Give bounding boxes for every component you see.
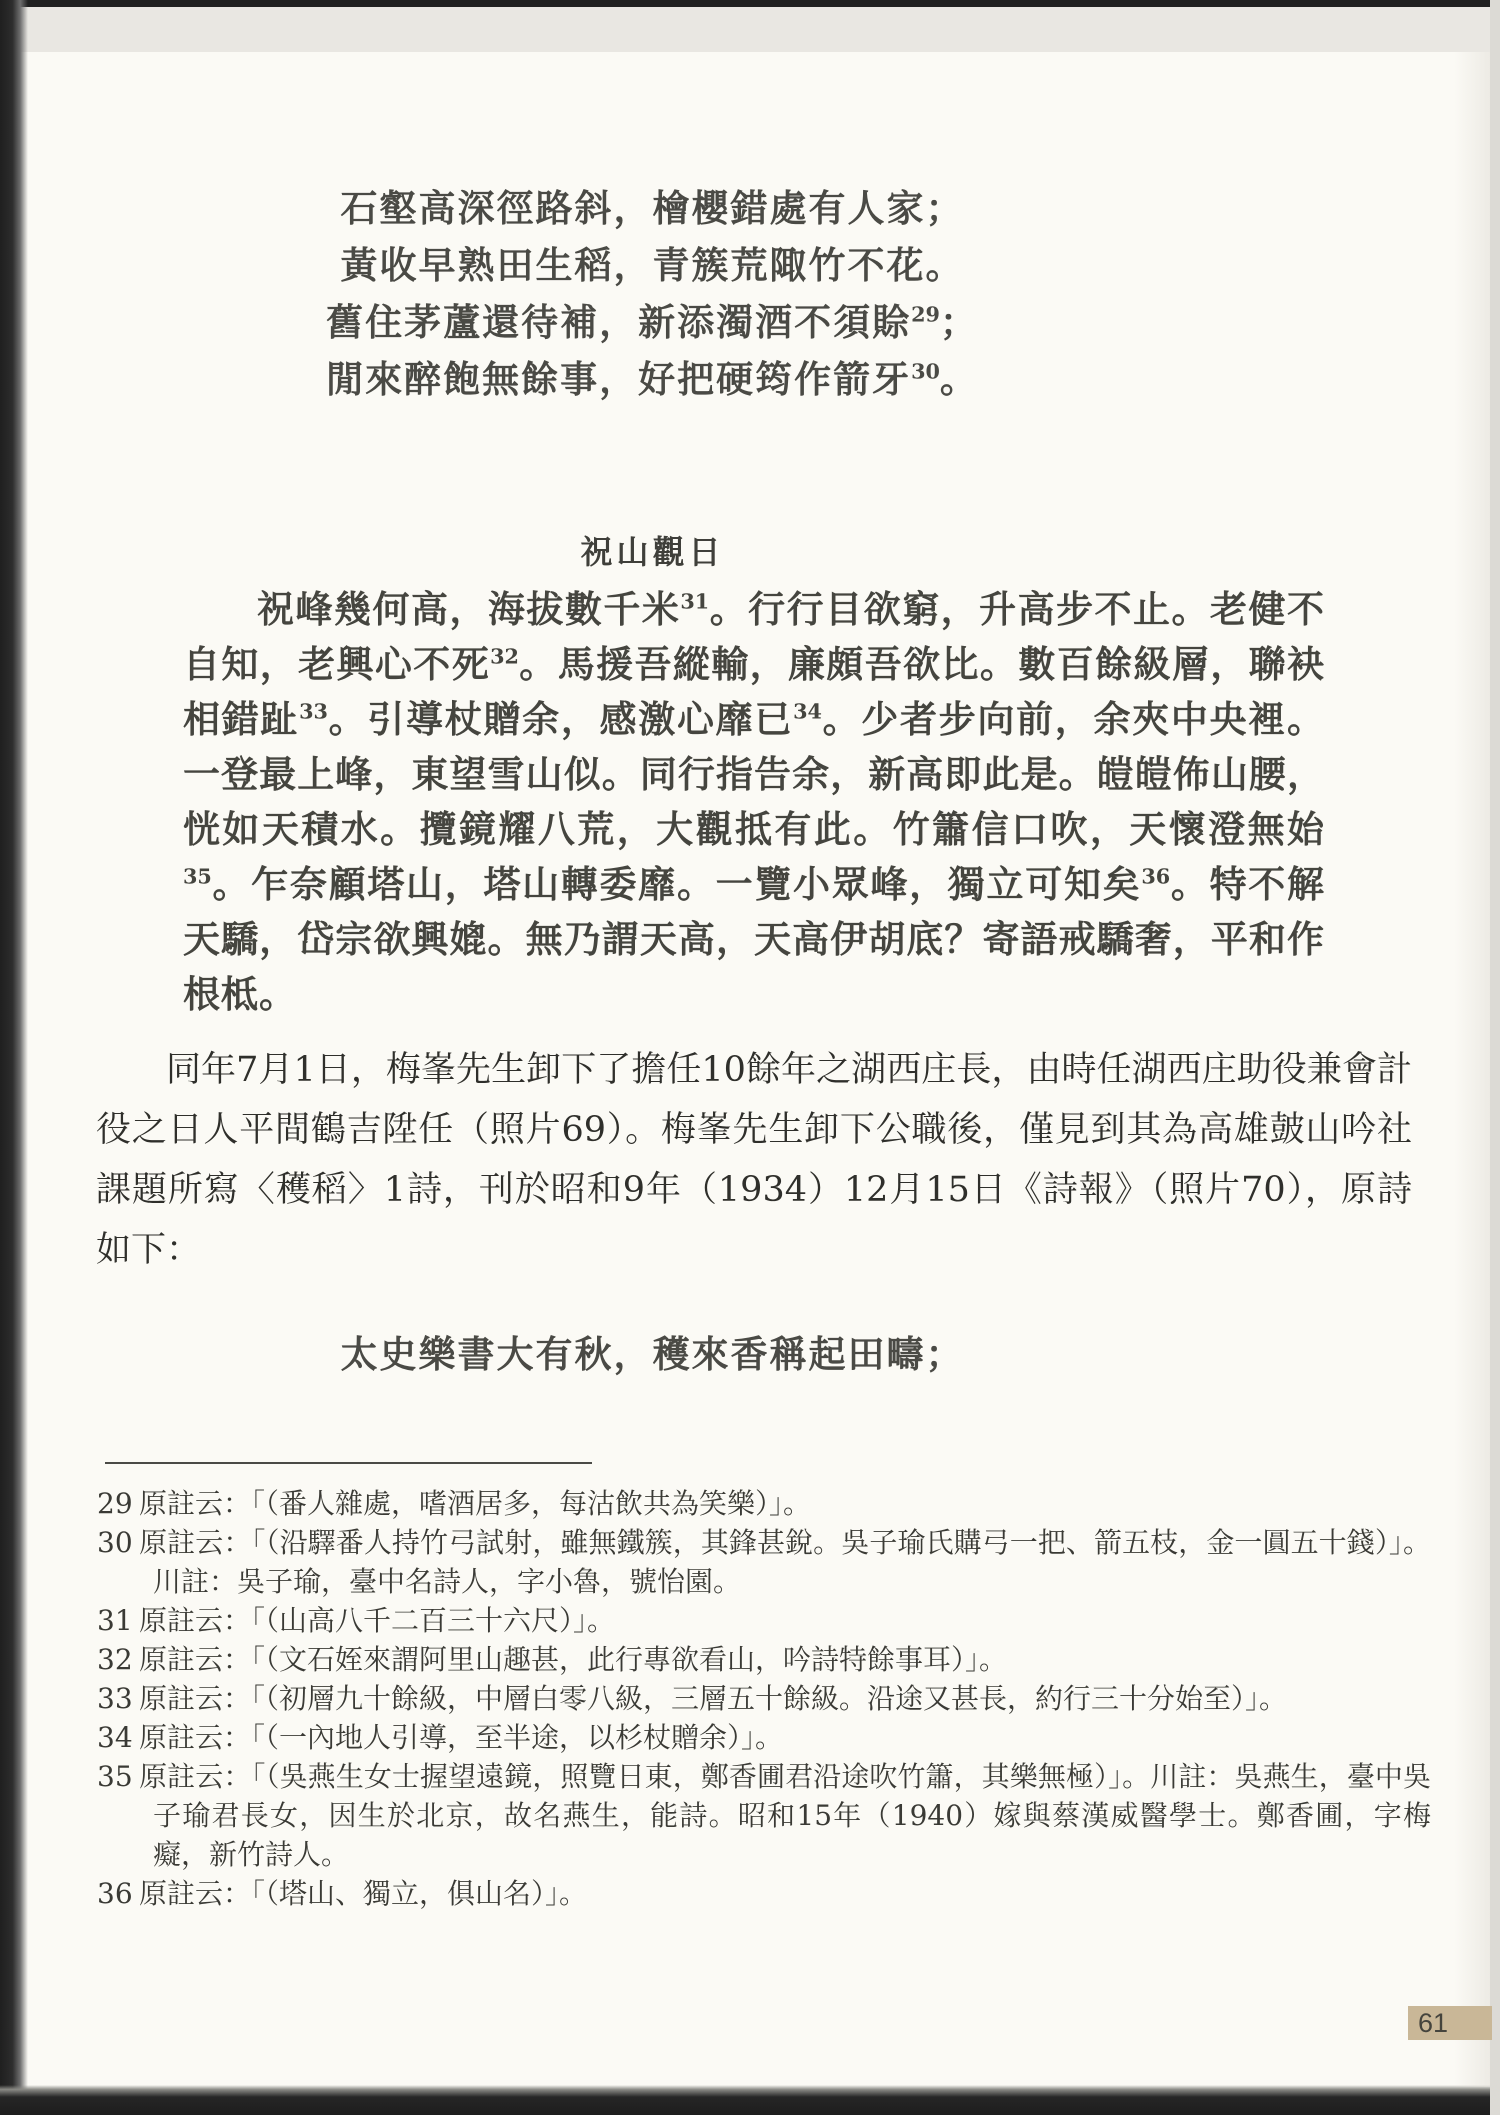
footnote-reference: 34 xyxy=(793,699,822,724)
footnote-reference: 36 xyxy=(1141,864,1171,889)
poem-line: 黃收早熟田生稻，青簇荒陬竹不花。 xyxy=(340,243,965,287)
body-paragraph: 同年7月1日，梅峯先生卸下了擔任10餘年之湖西庄長，由時任湖西庄助役兼會計役之日人平間鶴吉陞任（照片69）。梅峯先生卸下公職後，僅見到其為高雄皷山吟社課題所寫〈穫稻〉1詩，刊於昭和9年（1934）12月15日《詩報》（照片70），原詩如下： xyxy=(96,1050,1412,1270)
footnote-text: 原註云：「（一內地人引導，至半途，以杉杖贈余）」。 xyxy=(139,1721,784,1754)
footnote-item xyxy=(97,1757,1431,1874)
footnote-text: 原註云：「（番人雜處，嗜酒居多，每沽飲共為笑樂）」。 xyxy=(139,1487,812,1520)
footnote-number: 29 xyxy=(97,1487,133,1520)
poem-line: 舊住茅蘆還待補，新添濁酒不須賒$^{29}$； xyxy=(326,300,979,344)
footnote-number: 34 xyxy=(97,1721,133,1754)
footnote-number: 32 xyxy=(97,1643,133,1676)
footnote-item xyxy=(97,1601,1431,1640)
footnotes-list xyxy=(97,1484,1431,1913)
footnote-number: 31 xyxy=(97,1604,133,1637)
scan-edge-top-band xyxy=(0,7,1500,52)
footnote-item xyxy=(97,1523,1431,1601)
scan-edge-bottom xyxy=(0,2085,1500,2115)
poem-line: 閒來醉飽無餘事，好把硬筠作箭牙$^{30}$。 xyxy=(326,357,979,401)
poem-passage: 祝峰幾何高，海拔數千米$^{31}$。行行目欲窮，升高步不止。老健不自知，老興心不死$^{32}$。馬援吾縱輸，廉頗吾欲比。數百餘級層，聯袂相錯趾$^{33}$。引導杖贈余，感激心靡已$^{34}$。少者步向前，余夾中央裡。一登最上峰，東望雪山似。同行指告余，新高即此是。皚皚佈山腰，恍如天積水。攬鏡耀八荒，大觀抵有此。竹簫信口吹，天懷澄無始$^{35}$。乍奈顧塔山，塔山轉委靡。一覽小眾峰，獨立可知矣$^{36}$。特不解天驕，岱宗欲興媲。無乃謂天高，天高伊胡底？寄語戒驕奢，平和作根柢。 xyxy=(183,587,1326,1016)
footnote-text: 原註云：「（沿驛番人持竹弓試射，雖無鐵簇，其鋒甚銳。吳子瑜氏購弓一把、箭五枝，金一圓五十錢）」。川註：吳子瑜，臺中名詩人，字小魯，號怡園。 xyxy=(139,1526,1431,1598)
footnote-reference: 35 xyxy=(183,864,212,889)
footnote-item xyxy=(97,1718,1431,1757)
poem-first xyxy=(180,180,1125,408)
footnote-number: 36 xyxy=(97,1877,133,1910)
page-edge-shadow xyxy=(1454,52,1490,2087)
footnote-reference: 29 xyxy=(911,302,940,327)
footnote-item xyxy=(97,1484,1431,1523)
footnote-text: 原註云：「（山高八千二百三十六尺）」。 xyxy=(139,1604,616,1637)
scan-edge-right xyxy=(1490,0,1500,2115)
poem-line: 石壑高深徑路斜，檜櫻錯處有人家； xyxy=(340,186,965,230)
footnote-number: 35 xyxy=(97,1760,133,1793)
footnote-reference: 30 xyxy=(911,359,940,384)
footnote-number: 33 xyxy=(97,1682,133,1715)
section-title: 祝山觀日 xyxy=(580,533,725,571)
footnote-text: 原註云：「（初層九十餘級，中層白零八級，三層五十餘級。沿途又甚長，約行三十分始至）」。 xyxy=(139,1682,1288,1715)
footnote-reference: 32 xyxy=(490,644,519,669)
footnote-text: 原註云：「（文石姪來謂阿里山趣甚，此行專欲看山，吟詩特餘事耳）」。 xyxy=(139,1643,1008,1676)
poem-line: 太史樂書大有秋，穫來香稱起田疇； xyxy=(340,1332,965,1376)
footnote-separator xyxy=(105,1462,592,1464)
footnote-item xyxy=(97,1640,1431,1679)
poem-second xyxy=(180,1326,1125,1383)
page-number-badge: 61 xyxy=(1408,2006,1492,2040)
footnote-text: 原註云：「（塔山、獨立，俱山名）」。 xyxy=(139,1877,588,1910)
scan-edge-top-line xyxy=(0,0,1500,7)
footnote-reference: 33 xyxy=(299,699,328,724)
footnote-item xyxy=(97,1874,1431,1913)
footnote-reference: 31 xyxy=(680,589,710,614)
footnote-number: 30 xyxy=(97,1526,133,1559)
footnote-text: 原註云：「（吳燕生女士握望遠鏡，照覽日東，鄭香圃君沿途吹竹簫，其樂無極）」。川註：吳燕生，臺中吳子瑜君長女，因生於北京，故名燕生，能詩。昭和15年（1940）嫁與蔡漢威醫學士。鄭香圃，字梅癡，新竹詩人。 xyxy=(139,1760,1431,1871)
scan-edge-left xyxy=(0,0,28,2115)
footnote-item xyxy=(97,1679,1431,1718)
